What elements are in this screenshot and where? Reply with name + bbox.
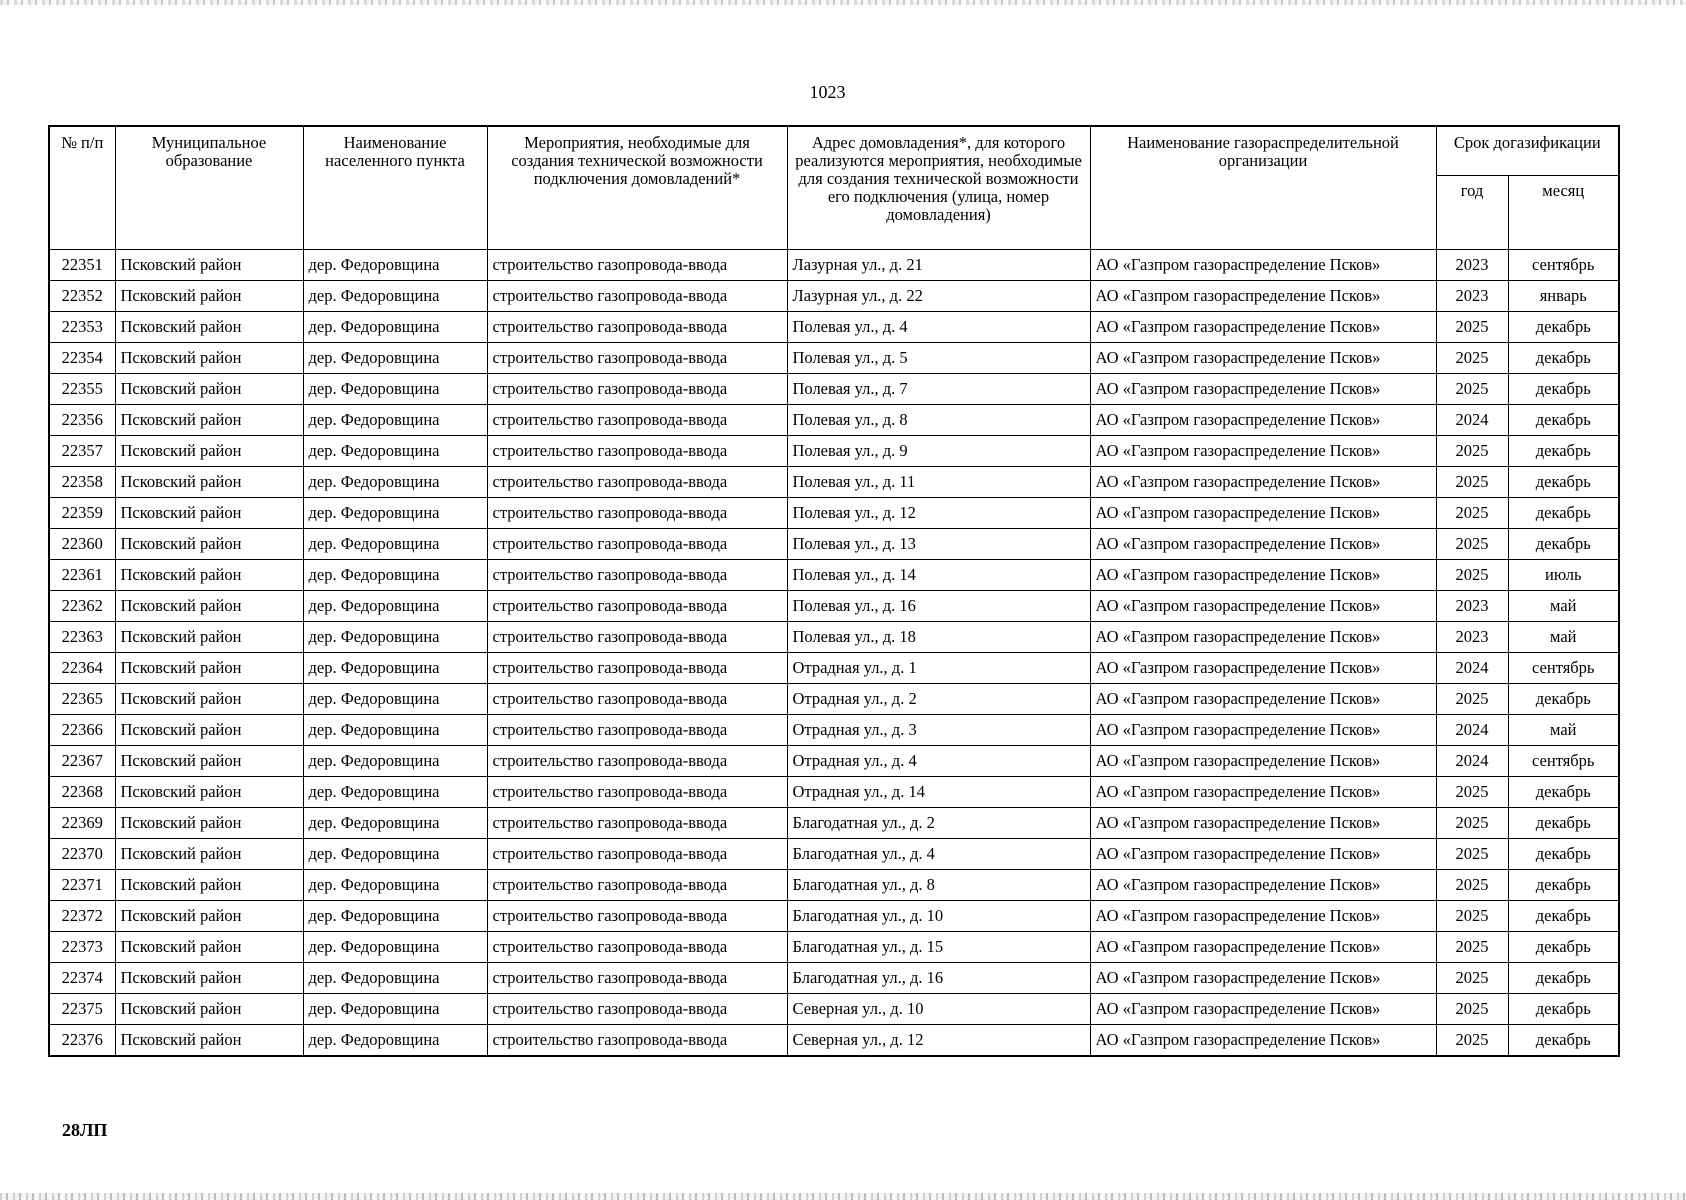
cell-address: Полевая ул., д. 18 <box>787 621 1090 652</box>
cell-year: 2024 <box>1436 714 1508 745</box>
cell-year: 2025 <box>1436 807 1508 838</box>
cell-month: декабрь <box>1508 342 1619 373</box>
cell-measure: строительство газопровода-ввода <box>487 1024 787 1056</box>
table-row <box>49 776 1619 807</box>
cell-address: Благодатная ул., д. 8 <box>787 869 1090 900</box>
cell-month: сентябрь <box>1508 745 1619 776</box>
cell-measure: строительство газопровода-ввода <box>487 900 787 931</box>
gasification-table <box>48 125 1620 1057</box>
cell-year: 2025 <box>1436 869 1508 900</box>
cell-num: 22364 <box>49 652 115 683</box>
cell-org: АО «Газпром газораспределение Псков» <box>1090 900 1436 931</box>
cell-municipality: Псковский район <box>115 1024 303 1056</box>
cell-municipality: Псковский район <box>115 528 303 559</box>
table-row <box>49 559 1619 590</box>
cell-municipality: Псковский район <box>115 342 303 373</box>
cell-num: 22373 <box>49 931 115 962</box>
header-address: Адрес домовладения*, для которого реализуются мероприятия, необходимые для создания технической возможности его подключения (улица, номер домовладения) <box>787 126 1090 249</box>
cell-num: 22358 <box>49 466 115 497</box>
table-row <box>49 1024 1619 1056</box>
cell-year: 2023 <box>1436 590 1508 621</box>
cell-year: 2025 <box>1436 373 1508 404</box>
cell-address: Благодатная ул., д. 10 <box>787 900 1090 931</box>
cell-address: Отрадная ул., д. 3 <box>787 714 1090 745</box>
cell-measure: строительство газопровода-ввода <box>487 621 787 652</box>
cell-num: 22356 <box>49 404 115 435</box>
cell-year: 2025 <box>1436 435 1508 466</box>
cell-month: июль <box>1508 559 1619 590</box>
cell-settlement: дер. Федоровщина <box>303 466 487 497</box>
cell-measure: строительство газопровода-ввода <box>487 807 787 838</box>
cell-settlement: дер. Федоровщина <box>303 435 487 466</box>
footer-code: 28ЛП <box>62 1120 108 1140</box>
cell-num: 22362 <box>49 590 115 621</box>
page-number: 1023 <box>809 82 846 102</box>
cell-num: 22376 <box>49 1024 115 1056</box>
cell-year: 2025 <box>1436 900 1508 931</box>
cell-month: сентябрь <box>1508 652 1619 683</box>
cell-num: 22375 <box>49 993 115 1024</box>
scan-edge-top <box>0 0 1686 5</box>
cell-year: 2025 <box>1436 528 1508 559</box>
cell-num: 22369 <box>49 807 115 838</box>
cell-settlement: дер. Федоровщина <box>303 280 487 311</box>
table-row <box>49 962 1619 993</box>
cell-measure: строительство газопровода-ввода <box>487 497 787 528</box>
cell-municipality: Псковский район <box>115 280 303 311</box>
cell-measure: строительство газопровода-ввода <box>487 683 787 714</box>
cell-org: АО «Газпром газораспределение Псков» <box>1090 280 1436 311</box>
table-body <box>49 249 1619 1056</box>
cell-year: 2024 <box>1436 745 1508 776</box>
table-row <box>49 590 1619 621</box>
cell-measure: строительство газопровода-ввода <box>487 993 787 1024</box>
cell-year: 2025 <box>1436 342 1508 373</box>
cell-settlement: дер. Федоровщина <box>303 528 487 559</box>
cell-month: май <box>1508 621 1619 652</box>
cell-org: АО «Газпром газораспределение Псков» <box>1090 869 1436 900</box>
header-settlement: Наименование населенного пункта <box>303 126 487 249</box>
cell-municipality: Псковский район <box>115 869 303 900</box>
cell-org: АО «Газпром газораспределение Псков» <box>1090 249 1436 280</box>
header-month: месяц <box>1508 175 1619 249</box>
cell-year: 2023 <box>1436 621 1508 652</box>
cell-measure: строительство газопровода-ввода <box>487 652 787 683</box>
cell-org: АО «Газпром газораспределение Псков» <box>1090 776 1436 807</box>
table-row <box>49 621 1619 652</box>
cell-settlement: дер. Федоровщина <box>303 311 487 342</box>
table-row <box>49 373 1619 404</box>
cell-municipality: Псковский район <box>115 962 303 993</box>
cell-measure: строительство газопровода-ввода <box>487 404 787 435</box>
cell-month: декабрь <box>1508 1024 1619 1056</box>
cell-num: 22366 <box>49 714 115 745</box>
cell-address: Отрадная ул., д. 4 <box>787 745 1090 776</box>
cell-address: Отрадная ул., д. 14 <box>787 776 1090 807</box>
cell-municipality: Псковский район <box>115 373 303 404</box>
cell-address: Северная ул., д. 12 <box>787 1024 1090 1056</box>
cell-address: Полевая ул., д. 5 <box>787 342 1090 373</box>
cell-num: 22374 <box>49 962 115 993</box>
cell-address: Отрадная ул., д. 1 <box>787 652 1090 683</box>
cell-year: 2023 <box>1436 249 1508 280</box>
table-row <box>49 528 1619 559</box>
cell-org: АО «Газпром газораспределение Псков» <box>1090 621 1436 652</box>
header-org: Наименование газораспределительной организации <box>1090 126 1436 249</box>
table-row <box>49 807 1619 838</box>
table-row <box>49 745 1619 776</box>
cell-municipality: Псковский район <box>115 714 303 745</box>
table-row <box>49 342 1619 373</box>
cell-num: 22357 <box>49 435 115 466</box>
cell-measure: строительство газопровода-ввода <box>487 869 787 900</box>
cell-org: АО «Газпром газораспределение Псков» <box>1090 1024 1436 1056</box>
cell-org: АО «Газпром газораспределение Псков» <box>1090 311 1436 342</box>
cell-org: АО «Газпром газораспределение Псков» <box>1090 838 1436 869</box>
scan-edge-bottom <box>0 1193 1686 1200</box>
table-row <box>49 900 1619 931</box>
cell-month: май <box>1508 590 1619 621</box>
cell-measure: строительство газопровода-ввода <box>487 745 787 776</box>
cell-measure: строительство газопровода-ввода <box>487 280 787 311</box>
header-year: год <box>1436 175 1508 249</box>
cell-settlement: дер. Федоровщина <box>303 559 487 590</box>
cell-address: Полевая ул., д. 7 <box>787 373 1090 404</box>
cell-year: 2024 <box>1436 404 1508 435</box>
cell-settlement: дер. Федоровщина <box>303 342 487 373</box>
cell-address: Полевая ул., д. 12 <box>787 497 1090 528</box>
cell-measure: строительство газопровода-ввода <box>487 528 787 559</box>
cell-org: АО «Газпром газораспределение Псков» <box>1090 342 1436 373</box>
cell-municipality: Псковский район <box>115 745 303 776</box>
cell-settlement: дер. Федоровщина <box>303 962 487 993</box>
cell-year: 2025 <box>1436 962 1508 993</box>
table-row <box>49 435 1619 466</box>
table-row <box>49 714 1619 745</box>
cell-year: 2025 <box>1436 311 1508 342</box>
cell-municipality: Псковский район <box>115 683 303 714</box>
cell-num: 22368 <box>49 776 115 807</box>
table-row <box>49 404 1619 435</box>
cell-org: АО «Газпром газораспределение Псков» <box>1090 993 1436 1024</box>
cell-num: 22352 <box>49 280 115 311</box>
cell-address: Полевая ул., д. 9 <box>787 435 1090 466</box>
cell-month: декабрь <box>1508 993 1619 1024</box>
cell-measure: строительство газопровода-ввода <box>487 714 787 745</box>
cell-num: 22355 <box>49 373 115 404</box>
cell-month: май <box>1508 714 1619 745</box>
cell-measure: строительство газопровода-ввода <box>487 342 787 373</box>
table-row <box>49 497 1619 528</box>
cell-address: Благодатная ул., д. 4 <box>787 838 1090 869</box>
cell-month: январь <box>1508 280 1619 311</box>
cell-municipality: Псковский район <box>115 590 303 621</box>
cell-org: АО «Газпром газораспределение Псков» <box>1090 807 1436 838</box>
cell-settlement: дер. Федоровщина <box>303 590 487 621</box>
cell-municipality: Псковский район <box>115 931 303 962</box>
cell-municipality: Псковский район <box>115 466 303 497</box>
cell-year: 2025 <box>1436 931 1508 962</box>
cell-org: АО «Газпром газораспределение Псков» <box>1090 404 1436 435</box>
cell-address: Полевая ул., д. 11 <box>787 466 1090 497</box>
cell-month: декабрь <box>1508 869 1619 900</box>
header-term: Срок догазификации <box>1436 126 1619 175</box>
table-row <box>49 869 1619 900</box>
cell-month: декабрь <box>1508 900 1619 931</box>
cell-municipality: Псковский район <box>115 404 303 435</box>
cell-measure: строительство газопровода-ввода <box>487 311 787 342</box>
cell-org: АО «Газпром газораспределение Псков» <box>1090 528 1436 559</box>
cell-measure: строительство газопровода-ввода <box>487 559 787 590</box>
cell-municipality: Псковский район <box>115 311 303 342</box>
cell-month: декабрь <box>1508 838 1619 869</box>
cell-org: АО «Газпром газораспределение Псков» <box>1090 466 1436 497</box>
cell-municipality: Псковский район <box>115 776 303 807</box>
cell-municipality: Псковский район <box>115 249 303 280</box>
cell-month: декабрь <box>1508 962 1619 993</box>
cell-measure: строительство газопровода-ввода <box>487 590 787 621</box>
table-row <box>49 931 1619 962</box>
cell-month: декабрь <box>1508 807 1619 838</box>
cell-month: декабрь <box>1508 497 1619 528</box>
cell-num: 22365 <box>49 683 115 714</box>
cell-year: 2025 <box>1436 993 1508 1024</box>
cell-num: 22371 <box>49 869 115 900</box>
cell-address: Полевая ул., д. 16 <box>787 590 1090 621</box>
cell-org: АО «Газпром газораспределение Псков» <box>1090 714 1436 745</box>
cell-settlement: дер. Федоровщина <box>303 993 487 1024</box>
header-measures: Мероприятия, необходимые для создания технической возможности подключения домовладений* <box>487 126 787 249</box>
cell-month: декабрь <box>1508 404 1619 435</box>
cell-settlement: дер. Федоровщина <box>303 652 487 683</box>
cell-address: Полевая ул., д. 14 <box>787 559 1090 590</box>
table-row <box>49 280 1619 311</box>
cell-measure: строительство газопровода-ввода <box>487 838 787 869</box>
cell-settlement: дер. Федоровщина <box>303 683 487 714</box>
cell-num: 22361 <box>49 559 115 590</box>
cell-municipality: Псковский район <box>115 807 303 838</box>
cell-settlement: дер. Федоровщина <box>303 776 487 807</box>
cell-org: АО «Газпром газораспределение Псков» <box>1090 652 1436 683</box>
cell-month: декабрь <box>1508 683 1619 714</box>
cell-municipality: Псковский район <box>115 652 303 683</box>
cell-address: Северная ул., д. 10 <box>787 993 1090 1024</box>
cell-measure: строительство газопровода-ввода <box>487 466 787 497</box>
cell-settlement: дер. Федоровщина <box>303 621 487 652</box>
cell-settlement: дер. Федоровщина <box>303 745 487 776</box>
cell-year: 2025 <box>1436 559 1508 590</box>
table-row <box>49 683 1619 714</box>
cell-num: 22372 <box>49 900 115 931</box>
cell-measure: строительство газопровода-ввода <box>487 776 787 807</box>
cell-municipality: Псковский район <box>115 621 303 652</box>
cell-address: Отрадная ул., д. 2 <box>787 683 1090 714</box>
cell-month: декабрь <box>1508 776 1619 807</box>
cell-org: АО «Газпром газораспределение Псков» <box>1090 745 1436 776</box>
header-municipality: Муниципальное образование <box>115 126 303 249</box>
cell-year: 2024 <box>1436 652 1508 683</box>
cell-settlement: дер. Федоровщина <box>303 249 487 280</box>
cell-year: 2025 <box>1436 466 1508 497</box>
cell-settlement: дер. Федоровщина <box>303 807 487 838</box>
cell-settlement: дер. Федоровщина <box>303 869 487 900</box>
cell-address: Благодатная ул., д. 2 <box>787 807 1090 838</box>
cell-settlement: дер. Федоровщина <box>303 373 487 404</box>
cell-settlement: дер. Федоровщина <box>303 1024 487 1056</box>
cell-address: Благодатная ул., д. 16 <box>787 962 1090 993</box>
cell-municipality: Псковский район <box>115 559 303 590</box>
cell-measure: строительство газопровода-ввода <box>487 249 787 280</box>
cell-year: 2025 <box>1436 838 1508 869</box>
cell-address: Полевая ул., д. 4 <box>787 311 1090 342</box>
cell-num: 22367 <box>49 745 115 776</box>
cell-month: декабрь <box>1508 931 1619 962</box>
cell-org: АО «Газпром газораспределение Псков» <box>1090 962 1436 993</box>
cell-municipality: Псковский район <box>115 993 303 1024</box>
header-num: № п/п <box>49 126 115 249</box>
cell-municipality: Псковский район <box>115 497 303 528</box>
cell-address: Лазурная ул., д. 22 <box>787 280 1090 311</box>
cell-num: 22363 <box>49 621 115 652</box>
cell-address: Полевая ул., д. 13 <box>787 528 1090 559</box>
table-row <box>49 652 1619 683</box>
cell-settlement: дер. Федоровщина <box>303 900 487 931</box>
cell-num: 22370 <box>49 838 115 869</box>
cell-org: АО «Газпром газораспределение Псков» <box>1090 435 1436 466</box>
cell-org: АО «Газпром газораспределение Псков» <box>1090 497 1436 528</box>
cell-settlement: дер. Федоровщина <box>303 404 487 435</box>
cell-org: АО «Газпром газораспределение Псков» <box>1090 683 1436 714</box>
table-row <box>49 838 1619 869</box>
cell-org: АО «Газпром газораспределение Псков» <box>1090 373 1436 404</box>
cell-num: 22359 <box>49 497 115 528</box>
cell-month: декабрь <box>1508 528 1619 559</box>
cell-num: 22351 <box>49 249 115 280</box>
cell-num: 22360 <box>49 528 115 559</box>
cell-measure: строительство газопровода-ввода <box>487 962 787 993</box>
cell-settlement: дер. Федоровщина <box>303 714 487 745</box>
cell-year: 2025 <box>1436 1024 1508 1056</box>
cell-measure: строительство газопровода-ввода <box>487 373 787 404</box>
table-row <box>49 993 1619 1024</box>
cell-month: декабрь <box>1508 373 1619 404</box>
cell-measure: строительство газопровода-ввода <box>487 435 787 466</box>
cell-year: 2025 <box>1436 683 1508 714</box>
table-row <box>49 249 1619 280</box>
cell-org: АО «Газпром газораспределение Псков» <box>1090 931 1436 962</box>
cell-org: АО «Газпром газораспределение Псков» <box>1090 590 1436 621</box>
cell-num: 22353 <box>49 311 115 342</box>
cell-year: 2023 <box>1436 280 1508 311</box>
cell-month: декабрь <box>1508 466 1619 497</box>
cell-address: Полевая ул., д. 8 <box>787 404 1090 435</box>
cell-municipality: Псковский район <box>115 435 303 466</box>
table-row <box>49 311 1619 342</box>
cell-address: Лазурная ул., д. 21 <box>787 249 1090 280</box>
cell-month: декабрь <box>1508 311 1619 342</box>
cell-year: 2025 <box>1436 776 1508 807</box>
cell-settlement: дер. Федоровщина <box>303 497 487 528</box>
cell-month: декабрь <box>1508 435 1619 466</box>
cell-municipality: Псковский район <box>115 900 303 931</box>
cell-org: АО «Газпром газораспределение Псков» <box>1090 559 1436 590</box>
cell-municipality: Псковский район <box>115 838 303 869</box>
table-row <box>49 466 1619 497</box>
cell-month: сентябрь <box>1508 249 1619 280</box>
cell-settlement: дер. Федоровщина <box>303 931 487 962</box>
cell-settlement: дер. Федоровщина <box>303 838 487 869</box>
cell-year: 2025 <box>1436 497 1508 528</box>
cell-num: 22354 <box>49 342 115 373</box>
cell-address: Благодатная ул., д. 15 <box>787 931 1090 962</box>
cell-measure: строительство газопровода-ввода <box>487 931 787 962</box>
